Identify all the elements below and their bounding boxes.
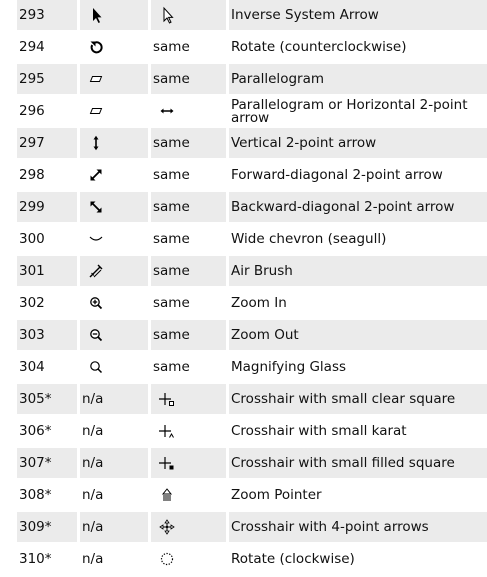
cursor-description-text: Crosshair with small clear square (231, 391, 456, 407)
mac-cursor (151, 512, 226, 542)
cursor-description (229, 160, 487, 190)
table-row (0, 224, 487, 256)
cursor-description (229, 448, 487, 478)
cursor-number-text: 302 (19, 295, 45, 311)
cursor-description (229, 32, 487, 62)
crosshair-clear-square-icon (157, 389, 177, 409)
windows-cursor (80, 256, 148, 286)
cursor-description-text: Zoom Out (231, 327, 299, 343)
cursor-number-text: 303 (19, 327, 45, 343)
cursor-description-text: Rotate (counterclockwise) (231, 39, 407, 55)
windows-cursor (80, 64, 148, 94)
cursor-description (229, 288, 487, 318)
cursor-description (229, 64, 487, 94)
cursor-number-text: 300 (19, 231, 45, 247)
mac-cursor (151, 544, 226, 574)
cursor-number-text: 295 (19, 71, 45, 87)
cursor-description-text: Crosshair with small karat (231, 423, 407, 439)
cursor-number-text: 296 (19, 103, 45, 119)
mac-cursor (151, 96, 226, 126)
table-row (0, 384, 487, 416)
cursor-number-text: 309* (19, 519, 52, 535)
cursor-description (229, 352, 487, 382)
windows-cursor-text: n/a (82, 455, 104, 471)
table-row (0, 480, 487, 512)
cursor-number-text: 307* (19, 455, 52, 471)
cursor-description (229, 416, 487, 446)
mac-cursor (151, 448, 226, 478)
windows-cursor (80, 384, 148, 414)
mac-cursor-text: same (153, 167, 190, 183)
mac-cursor-text: same (153, 135, 190, 151)
table-row (0, 288, 487, 320)
mac-cursor (151, 416, 226, 446)
mac-cursor (151, 288, 226, 318)
crosshair-karat-icon (157, 421, 177, 441)
forward-diagonal-arrow-icon (86, 165, 106, 185)
cursor-number (17, 192, 77, 222)
parallelogram-icon (86, 101, 106, 121)
cursor-description (229, 512, 487, 542)
zoom-in-icon (86, 293, 106, 313)
table-row (0, 512, 487, 544)
windows-cursor (80, 448, 148, 478)
cursor-description-text: Parallelogram (231, 71, 324, 87)
cursor-description (229, 0, 487, 30)
cursor-description-text: Zoom In (231, 295, 287, 311)
table-row (0, 544, 487, 576)
table-row (0, 192, 487, 224)
mac-cursor (151, 256, 226, 286)
table-row (0, 416, 487, 448)
windows-cursor (80, 32, 148, 62)
cursor-number (17, 256, 77, 286)
table-row (0, 352, 487, 384)
cursor-number (17, 544, 77, 574)
rotate-ccw-icon (86, 37, 106, 57)
windows-cursor (80, 160, 148, 190)
zoom-out-icon (86, 325, 106, 345)
windows-cursor-text: n/a (82, 487, 104, 503)
cursor-number (17, 416, 77, 446)
cursor-number (17, 64, 77, 94)
magnifying-glass-icon (86, 357, 106, 377)
mac-cursor (151, 192, 226, 222)
table-row (0, 448, 487, 480)
cursor-description (229, 96, 487, 126)
cursor-number (17, 384, 77, 414)
cursor-number (17, 288, 77, 318)
cursor-description (229, 384, 487, 414)
table-row (0, 160, 487, 192)
cursor-number (17, 224, 77, 254)
cursor-description (229, 192, 487, 222)
mac-cursor (151, 384, 226, 414)
cursor-number-text: 293 (19, 7, 45, 23)
table-row (0, 256, 487, 288)
cursor-description (229, 480, 487, 510)
cursor-description (229, 224, 487, 254)
windows-cursor (80, 416, 148, 446)
windows-cursor (80, 288, 148, 318)
air-brush-icon (86, 261, 106, 281)
windows-cursor (80, 512, 148, 542)
cursor-description (229, 544, 487, 574)
vertical-arrow-icon (86, 133, 106, 153)
parallelogram-icon (86, 69, 106, 89)
cursor-number (17, 96, 77, 126)
backward-diagonal-arrow-icon (86, 197, 106, 217)
zoom-pointer-icon (157, 485, 177, 505)
cursor-description-text: Vertical 2-point arrow (231, 135, 377, 151)
inverse-arrow-icon (86, 5, 106, 25)
cursor-description-text: Rotate (clockwise) (231, 551, 355, 567)
cursor-number-text: 294 (19, 39, 45, 55)
horizontal-arrow-icon (157, 101, 177, 121)
table-row (0, 0, 487, 32)
wide-chevron-icon (86, 229, 106, 249)
cursor-description-text: Forward-diagonal 2-point arrow (231, 167, 443, 183)
mac-cursor-text: same (153, 295, 190, 311)
table-row (0, 320, 487, 352)
outline-arrow-icon (157, 5, 177, 25)
cursor-number-text: 299 (19, 199, 45, 215)
cursor-number (17, 448, 77, 478)
cursor-description (229, 128, 487, 158)
mac-cursor (151, 320, 226, 350)
windows-cursor (80, 224, 148, 254)
cursor-number (17, 160, 77, 190)
table-row (0, 96, 487, 128)
windows-cursor-text: n/a (82, 423, 104, 439)
table-row (0, 128, 487, 160)
mac-cursor (151, 64, 226, 94)
mac-cursor (151, 160, 226, 190)
cursor-number (17, 128, 77, 158)
cursor-description (229, 320, 487, 350)
mac-cursor-text: same (153, 71, 190, 87)
windows-cursor (80, 192, 148, 222)
cursor-description-text: Magnifying Glass (231, 359, 347, 375)
cursor-number (17, 0, 77, 30)
mac-cursor-text: same (153, 199, 190, 215)
windows-cursor-text: n/a (82, 551, 104, 567)
cursor-description (229, 256, 487, 286)
cursor-number (17, 352, 77, 382)
cursor-description-text: Inverse System Arrow (231, 7, 379, 23)
windows-cursor (80, 320, 148, 350)
cursor-number (17, 32, 77, 62)
windows-cursor (80, 480, 148, 510)
mac-cursor-text: same (153, 327, 190, 343)
cursor-description-text: Crosshair with small filled square (231, 455, 455, 471)
windows-cursor (80, 352, 148, 382)
cursor-description-text: Backward-diagonal 2-point arrow (231, 199, 455, 215)
cursor-number-text: 304 (19, 359, 45, 375)
windows-cursor-text: n/a (82, 519, 104, 535)
cursor-number-text: 306* (19, 423, 52, 439)
cursor-number-text: 308* (19, 487, 52, 503)
mac-cursor (151, 352, 226, 382)
mac-cursor (151, 224, 226, 254)
table-row (0, 32, 487, 64)
cursor-number-text: 298 (19, 167, 45, 183)
windows-cursor (80, 96, 148, 126)
rotate-cw-icon (157, 549, 177, 569)
cursor-description-text: Crosshair with 4-point arrows (231, 519, 429, 535)
cursor-description-text: Parallelogram or Horizontal 2-point arrow (231, 97, 468, 126)
mac-cursor (151, 32, 226, 62)
windows-cursor (80, 128, 148, 158)
mac-cursor (151, 480, 226, 510)
mac-cursor (151, 0, 226, 30)
cursor-number (17, 320, 77, 350)
crosshair-filled-square-icon (157, 453, 177, 473)
mac-cursor-text: same (153, 263, 190, 279)
mac-cursor (151, 128, 226, 158)
windows-cursor (80, 544, 148, 574)
cursor-description-text: Wide chevron (seagull) (231, 231, 387, 247)
mac-cursor-text: same (153, 39, 190, 55)
cursor-number (17, 480, 77, 510)
table-row (0, 64, 487, 96)
mac-cursor-text: same (153, 231, 190, 247)
cursor-number (17, 512, 77, 542)
windows-cursor-text: n/a (82, 391, 104, 407)
windows-cursor (80, 0, 148, 30)
cursor-number-text: 297 (19, 135, 45, 151)
mac-cursor-text: same (153, 359, 190, 375)
cursor-number-text: 301 (19, 263, 45, 279)
cursor-number-text: 310* (19, 551, 52, 567)
cursor-number-text: 305* (19, 391, 52, 407)
cursor-description-text: Zoom Pointer (231, 487, 322, 503)
crosshair-4-arrows-icon (157, 517, 177, 537)
cursor-description-text: Air Brush (231, 263, 293, 279)
